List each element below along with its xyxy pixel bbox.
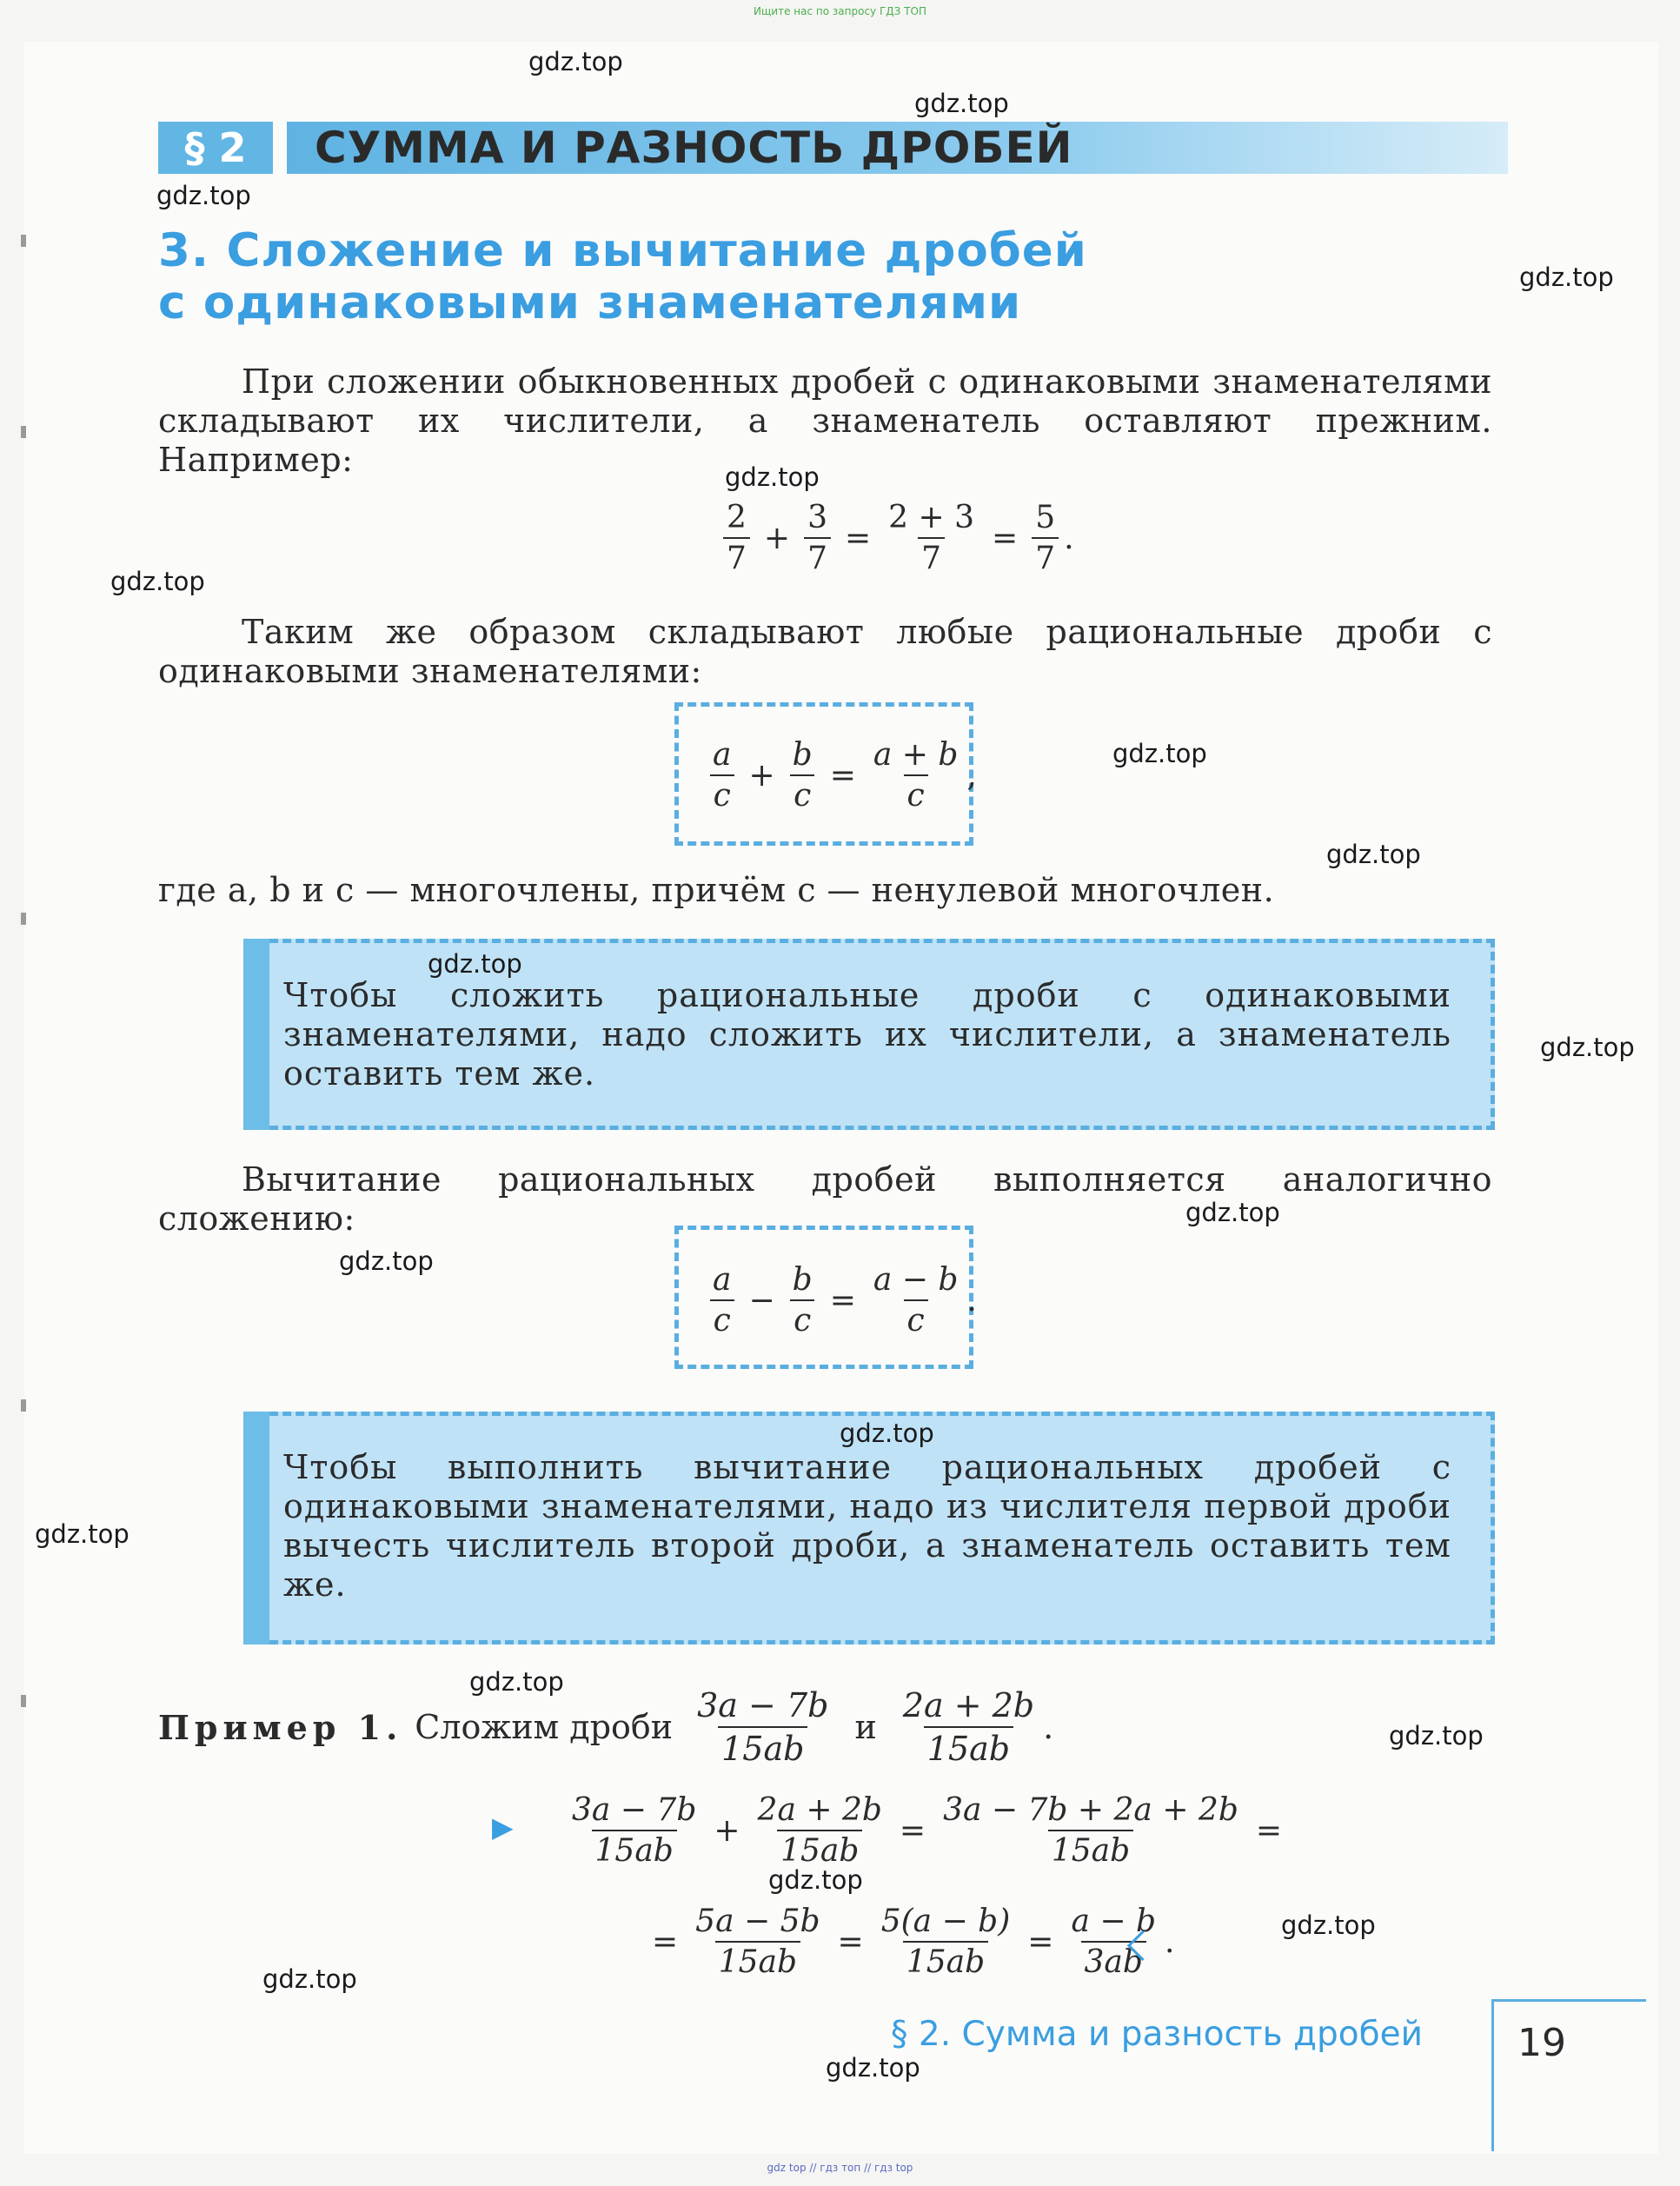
addition-formula: $\frac{a}{c}$ + $\frac{b}{c}$ = $\frac{a + b}{c}$ , (704, 737, 977, 814)
fraction: $\frac{3a - 7b + 2a + 2b}{15ab}$ (943, 1792, 1238, 1869)
watermark: gdz.top (725, 462, 820, 492)
fraction: $\frac{2}{7}$ (723, 500, 750, 576)
paragraph-conditions: где a, b и c — многочлены, причём c — ненулевой многочлен. (158, 871, 1275, 909)
fraction: $\frac{b}{c}$ (789, 1262, 816, 1339)
watermark: gdz.top (428, 949, 522, 979)
watermark: gdz.top (528, 47, 623, 76)
margin-mark (21, 235, 26, 247)
fraction: $\frac{5a - 5b}{15ab}$ (695, 1904, 820, 1980)
watermark: gdz.top (914, 89, 1009, 118)
watermark: gdz.top (1519, 262, 1614, 292)
watermark: gdz.top (1326, 840, 1421, 869)
watermark: gdz.top (1112, 739, 1207, 768)
margin-mark (21, 913, 26, 925)
example-text: Сложим дроби (415, 1708, 674, 1746)
example-1-solution-line2: = $\frac{5a - 5b}{15ab}$ = $\frac{5(a - b)}{15ab}$ = $\frac{a - b}{3ab}$ . (652, 1904, 1175, 1980)
running-footer: § 2. Сумма и разность дробей (891, 2015, 1423, 2054)
rule-addition-text: Чтобы сложить рациональные дроби с одинаковыми знаменателями, надо сложить их числители, а знаменатель оставить тем же. (283, 976, 1451, 1093)
watermark: gdz.top (110, 567, 205, 596)
margin-mark (21, 1695, 26, 1707)
top-banner: Ищите нас по запросу ГДЗ ТОП (754, 5, 926, 17)
fraction: $\frac{5}{7}$ (1032, 500, 1059, 576)
page-corner-rule (1491, 1999, 1494, 2151)
fraction: $\frac{2a + 2b}{15ab}$ (902, 1686, 1035, 1768)
fraction: $\frac{a}{c}$ (709, 1262, 734, 1339)
fraction: $\frac{a - b}{3ab}$ (1071, 1904, 1157, 1980)
watermark: gdz.top (469, 1667, 564, 1697)
chapter-title: СУММА И РАЗНОСТЬ ДРОБЕЙ (315, 123, 1073, 173)
watermark: gdz.top (1185, 1198, 1280, 1227)
example-1-statement: Пример 1. Сложим дроби $\frac{3a - 7b}{15ab}$ и $\frac{2a + 2b}{15ab}$ . (158, 1686, 1054, 1768)
watermark: gdz.top (339, 1246, 434, 1276)
watermark: gdz.top (1389, 1721, 1484, 1751)
rule-addition-bar (243, 939, 269, 1130)
fraction: $\frac{a - b}{c}$ (873, 1262, 959, 1339)
watermark: gdz.top (826, 2053, 920, 2083)
watermark: gdz.top (1281, 1910, 1376, 1940)
margin-mark (21, 426, 26, 438)
paragraph-number: § 2 (158, 122, 273, 174)
fraction: $\frac{5(a - b)}{15ab}$ (880, 1904, 1011, 1980)
subtraction-formula: $\frac{a}{c}$ − $\frac{b}{c}$ = $\frac{a - b}{c}$ . (704, 1262, 977, 1339)
watermark: gdz.top (1540, 1033, 1635, 1062)
watermark: gdz.top (35, 1519, 129, 1549)
watermark: gdz.top (156, 181, 251, 210)
fraction: $\frac{3a - 7b}{15ab}$ (697, 1686, 829, 1768)
page-corner-rule (1491, 1999, 1646, 2002)
page-number: 19 (1517, 2021, 1566, 2065)
paragraph-subtraction: Вычитание рациональных дробей выполняется аналогично сложению: (158, 1160, 1492, 1238)
section-title-line2: с одинаковыми знаменателями (158, 276, 1022, 329)
rule-subtraction-bar (243, 1412, 269, 1644)
solution-start-marker-icon: ▶ (492, 1811, 514, 1844)
fraction: $\frac{a + b}{c}$ (873, 737, 959, 814)
section-title-line1: 3. Сложение и вычитание дробей (158, 224, 1087, 277)
watermark: gdz.top (768, 1865, 863, 1895)
fraction: $\frac{3}{7}$ (804, 500, 831, 576)
paragraph-intro: При сложении обыкновенных дробей с одинаковыми знаменателями складывают их числители, а знаменатель оставляют прежним. Например: (158, 362, 1492, 479)
bottom-banner: gdz top // гдз топ // гдз top (767, 2162, 913, 2174)
fraction: $\frac{3a - 7b}{15ab}$ (572, 1792, 697, 1869)
fraction: $\frac{2a + 2b}{15ab}$ (757, 1792, 882, 1869)
fraction: $\frac{a}{c}$ (709, 737, 734, 814)
margin-mark (21, 1399, 26, 1412)
example-label: Пример 1. (158, 1707, 403, 1747)
watermark: gdz.top (840, 1419, 934, 1448)
rule-subtraction-text: Чтобы выполнить вычитание рациональных дробей с одинаковыми знаменателями, надо из числителя первой дроби вычесть числитель второй дроби, а знаменатель оставить тем же. (283, 1448, 1451, 1604)
numeric-example-formula: $\frac{2}{7}$ + $\frac{3}{7}$ = $\frac{2 + 3}{7}$ = $\frac{5}{7}$ . (718, 500, 1074, 576)
paragraph-general: Таким же образом складывают любые рациональные дроби с одинаковыми знаменателями: (158, 613, 1492, 690)
fraction: $\frac{2 + 3}{7}$ (888, 500, 975, 576)
watermark: gdz.top (262, 1964, 357, 1994)
example-1-solution-line1: $\frac{3a - 7b}{15ab}$ + $\frac{2a + 2b}{15ab}$ = $\frac{3a - 7b + 2a + 2b}{15ab}$ = (563, 1792, 1291, 1869)
fraction: $\frac{b}{c}$ (789, 737, 816, 814)
